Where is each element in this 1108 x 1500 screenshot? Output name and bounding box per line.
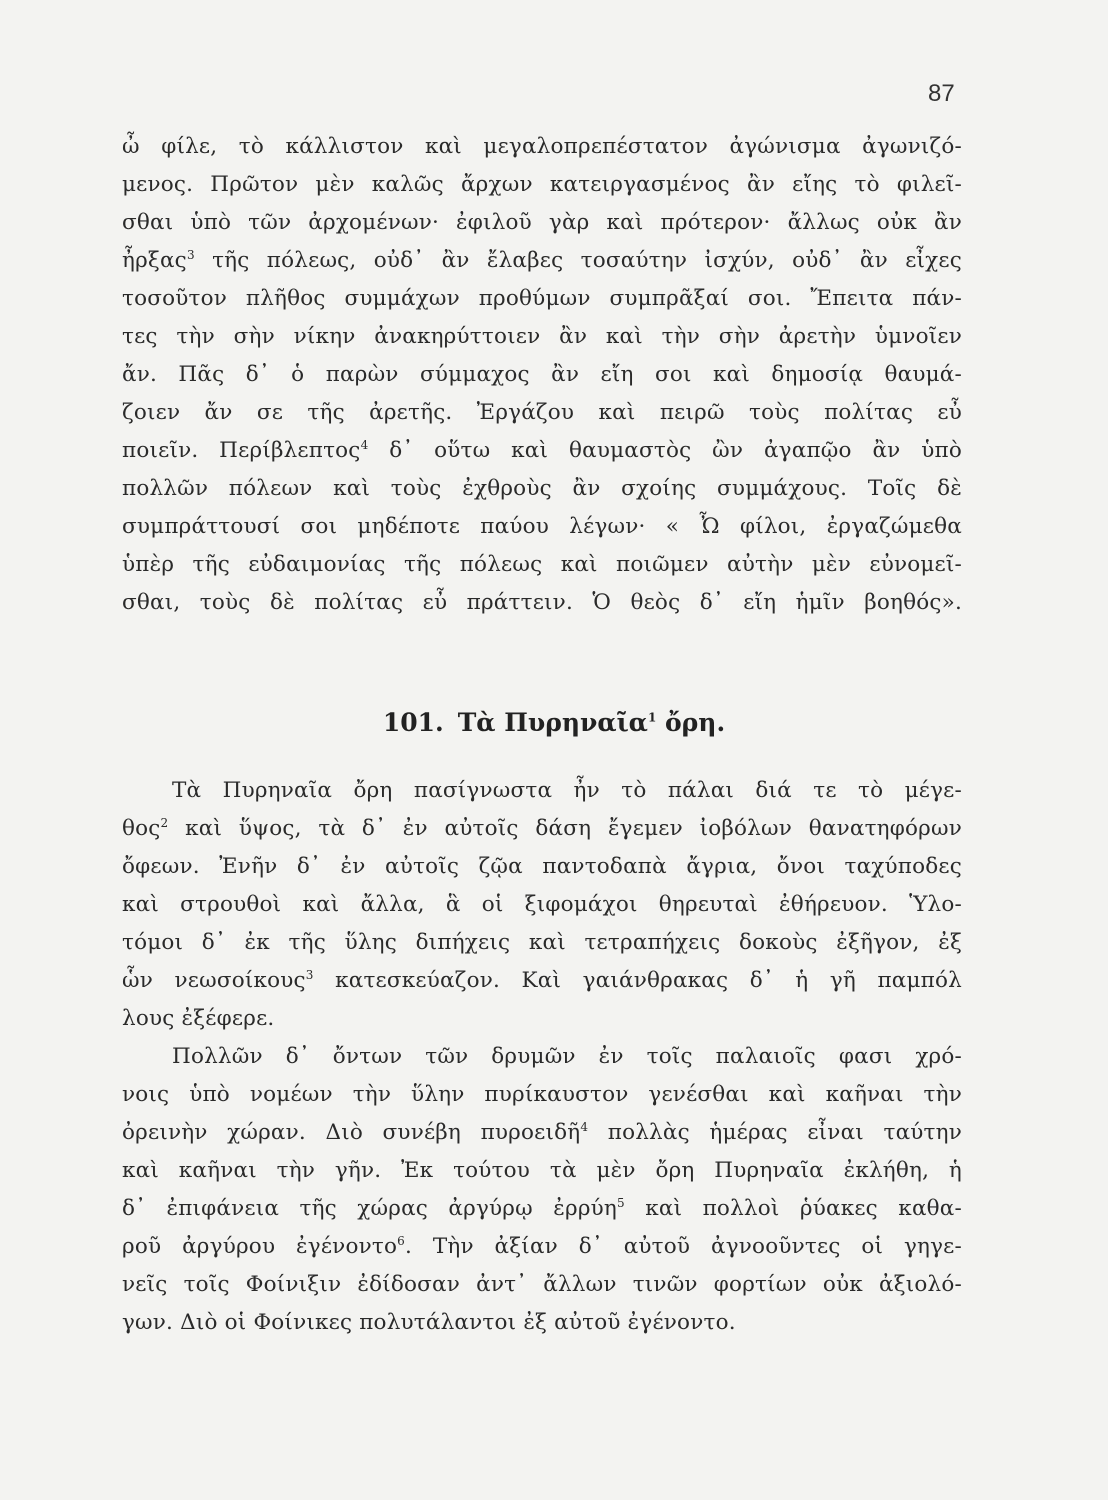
text-line: πολλῶν πόλεων καὶ τοὺς ἐχθροὺς ἂν σχοίης συμμάχους. Τοῖς δὲ	[122, 476, 962, 501]
text-line: ποιεῖν. Περίβλεπτος$^4$ δ᾿ οὕτω καὶ θαυμαστὸς ὢν ἀγαπῷο ἂν ὑπὸ	[122, 437, 963, 463]
text-line: ἄν. Πᾶς δ᾿ ὁ παρὼν σύμμαχος ἂν εἴη σοι καὶ δημοσίᾳ θαυμά-	[122, 362, 962, 387]
footnote-marker: 4	[360, 437, 369, 452]
text-line: λους ἐξέφερε.	[122, 1006, 275, 1031]
text-line: νεῖς τοῖς Φοίνιξιν ἐδίδοσαν ἀντ᾿ ἄλλων τινῶν φορτίων οὐκ ἀξιολό-	[122, 1272, 962, 1297]
text-line: ὧν νεωσοίκους$^3$ κατεσκεύαζον. Καὶ γαιάνθρακας δ᾿ ἡ γῆ παμπόλ	[122, 967, 962, 993]
text-line: σθαι, τοὺς δὲ πολίτας εὖ πράττειν. Ὁ θεὸς δ᾿ εἴη ἡμῖν βοηθός».	[122, 590, 962, 615]
section-heading	[0, 708, 1108, 737]
text-line: ὄφεων. Ἐνῆν δ᾿ ἐν αὐτοῖς ζῷα παντοδαπὰ ἄγρια, ὄνοι ταχύποδες	[122, 854, 962, 879]
text-line: τες τὴν σὴν νίκην ἀνακηρύττοιεν ἂν καὶ τὴν σὴν ἀρετὴν ὑμνοῖεν	[122, 324, 962, 349]
footnote-marker: 3	[186, 247, 195, 262]
text-line: θος$^2$ καὶ ὕψος, τὰ δ᾿ ἐν αὐτοῖς δάση ἔγεμεν ἰοβόλων θανατηφόρων	[122, 815, 962, 841]
page-number: 87	[928, 80, 955, 107]
text-line: Πολλῶν δ᾿ ὄντων τῶν δρυμῶν ἐν τοῖς παλαιοῖς φασι χρό-	[172, 1044, 962, 1069]
text-line: τοσοῦτον πλῆθος συμμάχων προθύμων συμπρᾶξαί σοι. Ἔπειτα πάν-	[122, 286, 962, 311]
text-line: ὦ φίλε, τὸ κάλλιστον καὶ μεγαλοπρεπέστατον ἀγώνισμα ἀγωνιζό-	[122, 134, 962, 159]
text-line: συμπράττουσί σοι μηδέποτε παύου λέγων· « Ὦ φίλοι, ἐργαζώμεθα	[122, 514, 962, 539]
text-line: ὀρεινὴν χώραν. Διὸ συνέβη πυροειδῆ$^4$ πολλὰς ἡμέρας εἶναι ταύτην	[122, 1119, 963, 1145]
text-line: σθαι ὑπὸ τῶν ἀρχομένων· ἐφιλοῦ γὰρ καὶ πρότερον· ἄλλως οὐκ ἂν	[122, 210, 962, 235]
text-line: γων. Διὸ οἱ Φοίνικες πολυτάλαντοι ἐξ αὐτοῦ ἐγένοντο.	[122, 1310, 736, 1335]
footnote-marker: 3	[305, 967, 314, 982]
footnote-marker: 4	[580, 1119, 589, 1134]
text-line: δ᾿ ἐπιφάνεια τῆς χώρας ἀργύρῳ ἐρρύη$^5$ καὶ πολλοὶ ῥύακες καθα-	[122, 1195, 962, 1221]
section-number: 101.	[382, 708, 444, 737]
footnote-marker: 2	[160, 815, 169, 830]
text-line: ροῦ ἀργύρου ἐγένοντο$^6$. Τὴν ἀξίαν δ᾿ αὐτοῦ ἀγνοοῦντες οἱ γηγε-	[122, 1233, 962, 1259]
text-line: ζοιεν ἄν σε τῆς ἀρετῆς. Ἐργάζου καὶ πειρῶ τοὺς πολίτας εὖ	[122, 400, 962, 425]
footnote-marker: 6	[397, 1233, 405, 1248]
section-title: Τὰ Πυρηναῖα	[457, 708, 648, 737]
footnote-marker: 5	[617, 1195, 625, 1210]
text-line: νοις ὑπὸ νομέων τὴν ὕλην πυρίκαυστον γενέσθαι καὶ καῆναι τὴν	[122, 1082, 962, 1107]
text-line: μενος. Πρῶτον μὲν καλῶς ἄρχων κατειργασμένος ἂν εἴης τὸ φιλεῖ-	[122, 172, 962, 197]
text-line: ἦρξας$^3$ τῆς πόλεως, οὐδ᾿ ἂν ἔλαβες τοσαύτην ἰσχύν, οὐδ᾿ ἂν εἶχες	[122, 247, 962, 273]
text-line: Τὰ Πυρηναῖα ὄρη πασίγνωστα ἦν τὸ πάλαι διά τε τὸ μέγε-	[172, 778, 962, 803]
text-line: τόμοι δ᾿ ἐκ τῆς ὕλης διπήχεις καὶ τετραπήχεις δοκοὺς ἐξῆγον, ἐξ	[122, 930, 962, 955]
text-line: καὶ καῆναι τὴν γῆν. Ἐκ τούτου τὰ μὲν ὄρη Πυρηναῖα ἐκλήθη, ἡ	[122, 1158, 962, 1183]
footnote-marker: 1	[647, 710, 657, 725]
section-title-end: ὄρη.	[656, 708, 726, 737]
text-line: ὑπὲρ τῆς εὐδαιμονίας τῆς πόλεως καὶ ποιῶμεν αὐτὴν μὲν εὐνομεῖ-	[122, 552, 962, 577]
paragraph-block-2	[122, 772, 962, 1342]
text-line: καὶ στρουθοὶ καὶ ἄλλα, ἃ οἱ ξιφομάχοι θηρευταὶ ἐθήρευον. Ὑλο-	[122, 892, 962, 917]
paragraph-block-1	[122, 128, 962, 622]
